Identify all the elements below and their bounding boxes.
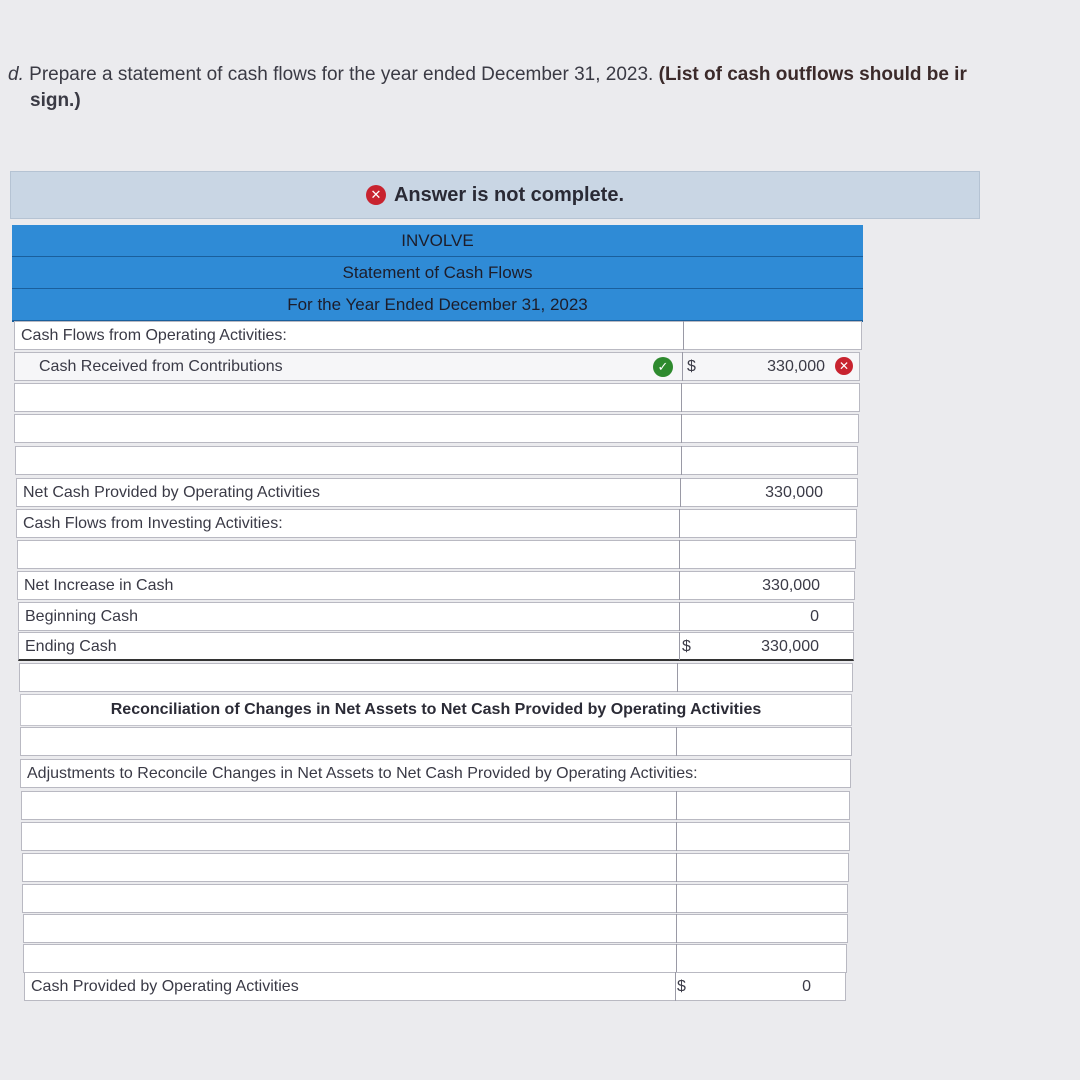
column-divider (679, 632, 680, 660)
column-divider (679, 509, 680, 538)
empty-row[interactable] (22, 884, 848, 913)
column-divider (679, 571, 680, 600)
empty-row[interactable] (17, 540, 856, 569)
column-divider (680, 478, 681, 507)
question-letter: d. (8, 64, 24, 85)
column-divider (675, 972, 676, 1001)
statement-period-text: For the Year Ended December 31, 2023 (287, 294, 588, 314)
x-circle-icon: ✕ (366, 185, 386, 205)
cfi-heading-row[interactable] (16, 509, 857, 538)
empty-row[interactable] (15, 446, 858, 475)
net-cash-operating-value: 330,000 (765, 484, 823, 501)
adjustments-heading-row[interactable] (20, 759, 851, 788)
cash-received-row[interactable] (14, 352, 860, 381)
beginning-cash-row[interactable] (18, 602, 854, 631)
column-divider (676, 914, 677, 943)
empty-row[interactable] (21, 822, 850, 851)
cash-provided-operating-row[interactable] (24, 972, 846, 1001)
question-emphasis: (List of cash outflows should be ir (658, 64, 967, 85)
column-divider (676, 944, 677, 973)
reconciliation-title-text: Reconciliation of Changes in Net Assets to Net Cash Provided by Operating Activities (110, 701, 762, 718)
empty-row[interactable] (14, 414, 859, 443)
entity-name: INVOLVE (401, 230, 474, 250)
column-divider (683, 321, 684, 350)
cash-received-currency: $ (687, 358, 696, 375)
empty-row[interactable] (23, 944, 847, 973)
cash-provided-operating-label: Cash Provided by Operating Activities (31, 978, 299, 995)
question-prompt (8, 62, 1080, 114)
column-divider (676, 853, 677, 882)
net-cash-operating-label: Net Cash Provided by Operating Activities (23, 484, 321, 501)
net-increase-row[interactable] (17, 571, 855, 600)
question-text: Prepare a statement of cash flows for the year ended December 31, 2023. (29, 64, 654, 85)
ending-cash-label: Ending Cash (25, 638, 117, 655)
cfi-heading: Cash Flows from Investing Activities: (23, 515, 283, 532)
answer-status-text: Answer is not complete. (393, 183, 625, 206)
ending-cash-value: 330,000 (761, 638, 819, 655)
empty-row[interactable] (22, 853, 849, 882)
beginning-cash-label: Beginning Cash (25, 608, 138, 625)
statement-title-text: Statement of Cash Flows (342, 262, 533, 282)
statement-period (12, 289, 863, 322)
column-divider (676, 791, 677, 820)
beginning-cash-value[interactable]: 0 (810, 608, 819, 625)
cash-received-label: Cash Received from Contributions (39, 358, 283, 375)
cash-provided-operating-value: 0 (802, 978, 811, 995)
question-text-line2: sign.) (30, 90, 81, 111)
column-divider (681, 383, 682, 412)
ending-cash-row[interactable] (18, 632, 854, 661)
reconciliation-title (20, 694, 852, 726)
ending-cash-currency: $ (682, 638, 691, 655)
column-divider (676, 884, 677, 913)
empty-row[interactable] (20, 727, 852, 756)
empty-row[interactable] (14, 383, 860, 412)
column-divider (676, 822, 677, 851)
cfo-heading-row[interactable] (14, 321, 862, 350)
cfo-heading: Cash Flows from Operating Activities: (21, 327, 287, 344)
cash-received-value[interactable]: 330,000 (767, 358, 825, 375)
column-divider (679, 540, 680, 569)
column-divider (676, 727, 677, 756)
column-divider (677, 663, 678, 692)
column-divider (679, 602, 680, 631)
empty-row[interactable] (23, 914, 848, 943)
empty-row[interactable] (19, 663, 853, 692)
x-circle-icon: ✕ (835, 357, 853, 375)
column-divider (681, 414, 682, 443)
adjustments-label: Adjustments to Reconcile Changes in Net Assets to Net Cash Provided by Operating Activities: (27, 765, 698, 782)
net-cash-operating-row[interactable] (16, 478, 858, 507)
column-divider (682, 352, 683, 381)
empty-row[interactable] (21, 791, 850, 820)
answer-status-banner (10, 171, 980, 219)
net-increase-value: 330,000 (762, 577, 820, 594)
statement-entity (12, 225, 863, 257)
net-increase-label: Net Increase in Cash (24, 577, 174, 594)
cash-provided-operating-currency: $ (677, 978, 686, 995)
check-circle-icon: ✓ (653, 357, 673, 377)
column-divider (681, 446, 682, 475)
statement-title (12, 257, 863, 289)
